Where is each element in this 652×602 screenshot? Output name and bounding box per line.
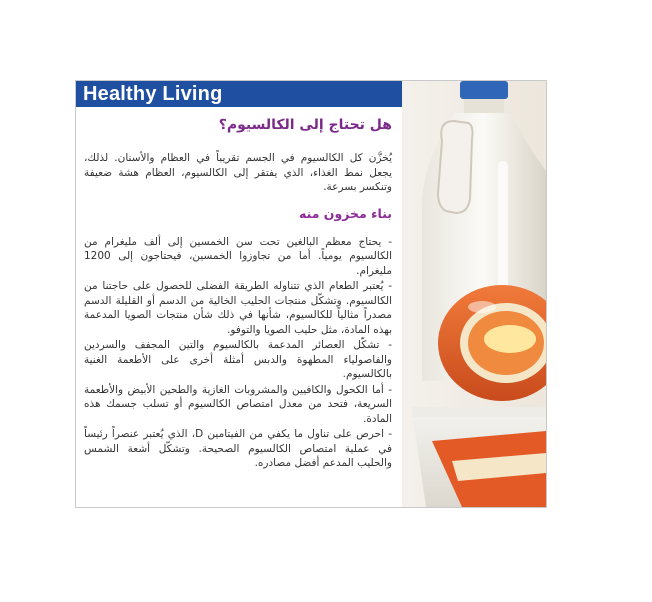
- list-item: - يحتاج معظم البالغين تحت سن الخمسين إلى ألف مليغرام من الكالسيوم يومياً. أما من تجاوزوا الخمسين، فيحتاجون إلى 1200 مليغرام.: [84, 235, 392, 277]
- section-header-bar: [76, 81, 402, 107]
- section-title: Healthy Living: [83, 83, 223, 105]
- article-subheading: بناء مخزون منه: [299, 205, 392, 221]
- milk-jug-illustration: [402, 81, 546, 507]
- article-intro: يُخزَّن كل الكالسيوم في الجسم تقريباً في العظام والأسنان. لذلك، يجعل نمط الغذاء، الذي يفتقر إلى الكالسيوم، العظام هشة ضعيفة وتنكسر بسرعة.: [84, 152, 392, 193]
- article-text: [84, 111, 392, 472]
- list-item: - يُعتبر الطعام الذي تتناوله الطريقة الفضلى للحصول على حاجتنا من الكالسيوم. وتشكّل منتجات الحليب الخالية من الدسم أو القليلة الدسم مصدراً مثالياً للكالسيوم، شأنها في ذلك شأن منتجات الصويا المدعمة بهذه المادة، مثل حليب الصويا والتوفو.: [84, 280, 392, 336]
- list-item: - تشكّل العصائر المدعمة بالكالسيوم والتين المجفف والسردين والفاصولياء المطهوة والدبس أمثلة أخرى على الأطعمة الغنية بالكالسيوم.: [84, 339, 392, 380]
- article-card: [75, 80, 547, 508]
- list-item: - أما الكحول والكافيين والمشروبات الغازية والطحين الأبيض والأطعمة السريعة، فتحد من معدل امتصاص الكالسيوم أو تسلب جسمك هذه المادة.: [84, 383, 392, 425]
- article-heading: هل تحتاج إلى الكالسيوم؟: [218, 117, 392, 133]
- list-item: - احرص على تناول ما يكفي من الفيتامين D، الذي يُعتبر عنصراً رئيساً في عملية امتصاص الكالسيوم الصحيحة. وتشكّل أشعة الشمس والحليب المدعم أفضل مصادره.: [84, 428, 392, 469]
- milk-jug-photo: [402, 81, 546, 507]
